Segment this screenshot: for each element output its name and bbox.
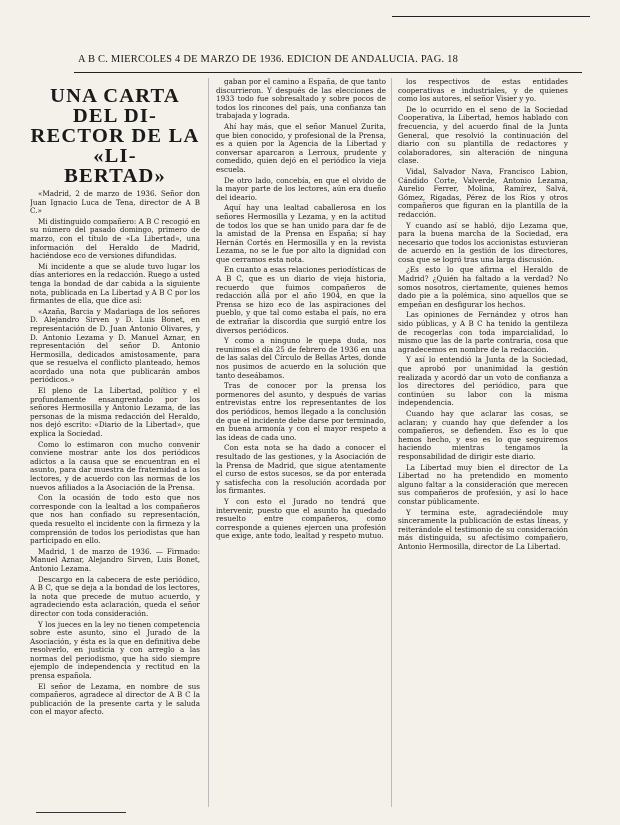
article-paragraph: «Azaña, Barcia y Madariaga de los señores D. Alejandro Sirven y D. Luis Bonet, en representación de D. Juan Antonio Olivares, y D. Antonio Lezama y D. Manuel Aznar, en representación del señor D. Antonio Hermosilla, dedicados amistosamente, para que se resuelva el conflicto planteado, hemos acordado una nota que publicarán ambos periódicos.»: [30, 306, 200, 385]
article-paragraph: Y los jueces en la ley no tienen competencia sobre este asunto, sino el Jurado de la Asociación, y ésta es la que en definitiva debe resolverlo, en justicia y con arreglo a las normas del periodismo, que ha sido siempre ejemplo de independencia y rectitud en la prensa española.: [30, 619, 200, 681]
article-paragraph: los respectivos de estas entidades cooperativas e industriales, y de quienes como los autores, el señor Visier y yo.: [398, 78, 568, 104]
article-paragraph: Y así lo entendió la Junta de la Sociedad, que aprobó por unanimidad la gestión realizada y acordó dar un voto de confianza a los directores del periódico, para que continúen su labor con la misma independencia.: [398, 355, 568, 408]
article-paragraph: Vidal, Salvador Nava, Francisco Labion, Cándido Corte, Valverde, Antonio Lezama, Aurelio Ferrer, Molina, Ramírez, Salvá, Gómez, Rigadas, Pérez de los Ríos y otros compañeros que figuran en la plantilla de la redacción.: [398, 166, 568, 219]
article-paragraph: Con la ocasión de todo esto que nos corresponde con la lealtad a los compañeros que nos han confiado su representación, queda resuelto el incidente con la firmeza y la comprensión de todos los periodistas que han participado en ello.: [30, 493, 200, 546]
article-paragraph: Mi incidente a que se alude tuvo lugar los días anteriores en la redacción. Ruego a usted tenga la bondad de dar cabida a la siguiente nota, publicada en La Libertad y A B C por los firmantes de ella, que dice así:: [30, 261, 200, 306]
article-paragraph: Descargo en la cabecera de este periódico, A B C, que se deja a la bondad de los lectores, la nota que precede de mutuo acuerdo, y agradeciendo esta aclaración, queda el señor director con toda consideración.: [30, 574, 200, 618]
article-paragraph: La Libertad muy bien el director de La Libertad no ha pretendido en momento alguno faltar a la consideración que merecen sus compañeros de profesión, y así lo hace constar públicamente.: [398, 462, 568, 506]
article-paragraph: Con esta nota se ha dado a conocer el resultado de las gestiones, y la Asociación de la Prensa de Madrid, que sigue atentamente el curso de estos sucesos, se da por enterada y satisfecha con la resolución acordada por los firmantes.: [216, 443, 386, 496]
article-paragraph: De otro lado, concebía, en que el olvido de la mayor parte de los lectores, aún era dueño del ideario.: [216, 175, 386, 202]
article-paragraph: Cuando hay que aclarar las cosas, se aclaran; y cuando hay que defender a los compañeros, se defienden. Eso es lo que hemos hecho, y eso es lo que seguiremos haciendo mientras tengamos la responsabilidad de dirigir este diario.: [398, 408, 568, 461]
article-paragraph: Aquí hay una lealtad caballerosa en los señores Hermosilla y Lezama, y en la actitud de todos los que se han unido para dar fe de la amistad de la Prensa en España; sí hay Hernán Cortés en Hermosilla y en la revista Lezama, no se le fue por alto la dignidad con que cerramos esta nota.: [216, 203, 386, 264]
column-divider: [391, 78, 392, 807]
column-3: [398, 78, 568, 807]
column-2-body: [216, 78, 386, 541]
article-paragraph: Y termina este, agradeciéndole muy sinceramente la publicación de estas líneas, y reiterándole el testimonio de su consideración más distinguida, su afectísimo compañero, Antonio Hermosilla, director de La Libertad.: [398, 507, 568, 551]
page-header: A B C. MIERCOLES 4 DE MARZO DE 1936. EDICION DE ANDALUCIA. PAG. 18: [78, 54, 459, 65]
column-2: [216, 78, 386, 807]
article-paragraph: Madrid, 1 de marzo de 1936. — Firmado: Manuel Aznar, Alejandro Sirven, Luis Bonet, Antonio Lezama.: [30, 546, 200, 573]
article-paragraph: Mi distinguido compañero: A B C recogió en su número del pasado domingo, primero de marzo, con el título de «La Libertad», una información del Heraldo de Madrid, haciéndose eco de versiones difundidas.: [30, 216, 200, 261]
article-paragraph: «Madrid, 2 de marzo de 1936. Señor don Juan Ignacio Luca de Tena, director de A B C.»: [30, 189, 200, 216]
article-paragraph: Y cuando así se habló, dijo Lezama que, para la buena marcha de la Sociedad, era necesario que todos los accionistas estuvieran de acuerdo en la gestión de los directores, cosa que se logró tras una larga discusión.: [398, 220, 568, 264]
article-headline: UNA CARTA DEL DI- RECTOR DE LA «LI- BERTAD»: [30, 85, 200, 187]
article-paragraph: gaban por el camino a España, de que tanto discurrieron. Y después de las elecciones de 1933 todo fue sobresaltado y sobre pocos de todos los rincones del país, una confianza tan trabajada y lograda.: [216, 78, 386, 121]
article-paragraph: El pleno de La Libertad, político y el profundamente ensangrentado por los señores Hermosilla y Antonio Lezama, de las personas de la misma redacción del Heraldo, nos dejó escrito: «Diario de la Libertad», que explica la Sociedad.: [30, 386, 200, 439]
article-paragraph: Como lo estimaron con mucho convenir conviene mostrar ante los dos periódicos adictos a la causa que se encuentran en el asunto, para dar muestra de fraternidad a los lectores, y de acuerdo con las normas de los nuevos afiliados a la Asociación de la Prensa.: [30, 439, 200, 492]
article-paragraph: El señor de Lezama, en nombre de sus compañeros, agradece al director de A B C la publicación de la presente carta y le saluda con el mayor afecto.: [30, 681, 200, 717]
footer-rule: [36, 812, 126, 813]
article-paragraph: Las opiniones de Fernández y otros han sido públicas, y A B C ha tenido la gentileza de recogerlas con toda imparcialidad, lo mismo que las de la parte contraria, cosa que agradecemos en nombre de la redacción.: [398, 310, 568, 354]
article-paragraph: Y con esto el Jurado no tendrá que intervenir, puesto que el asunto ha quedado resuelto entre compañeros, como corresponde a quienes ejercen una profesión que exige, ante todo, lealtad y respeto mutuo.: [216, 496, 386, 541]
header-rule: [74, 72, 582, 73]
column-divider: [208, 78, 209, 807]
column-3-body: [398, 78, 568, 551]
article-paragraph: Tras de conocer por la prensa los pormenores del asunto, y después de varias entrevistas entre los representantes de los dos periódicos, hemos llegado a la conclusión de que el incidente debe darse por terminado, en buena armonía y con el mayor respeto a las ideas de cada uno.: [216, 381, 386, 442]
article-paragraph: ¿Es esto lo que afirma el Heraldo de Madrid? ¿Quién ha faltado a la verdad? No somos nosotros, ciertamente, quienes hemos dado pie a la polémica, sino aquellos que se empeñan en desfigurar los hechos.: [398, 265, 568, 309]
article-paragraph: Y como a ninguno le quepa duda, nos reunimos el día 25 de febrero de 1936 en una de las salas del Círculo de Bellas Artes, donde nos pusimos de acuerdo en la solución que tanto deseábamos.: [216, 336, 386, 380]
column-1: [30, 78, 200, 807]
article-paragraph: De lo ocurrido en el seno de la Sociedad Cooperativa, la Libertad, hemos hablado con frecuencia, y del acuerdo final de la Junta General, que resolvió la continuación del diario con su plantilla de redactores y colaboradores, sin alteración de ninguna clase.: [398, 104, 568, 166]
article-paragraph: Ahí hay más, que el señor Manuel Zurita, que bien conocido, y profesional de la Prensa, es a quien por la Agencia de la Libertad y conversar aparcaron a Lerroux, prudente y comedido, quien dejó en el periódico la vieja escuela.: [216, 121, 386, 174]
column-1-body: [30, 190, 200, 717]
article-paragraph: En cuanto a esas relaciones periodísticas de A B C, que es un diario de vieja historia, recuerdo que fuimos compañeros de redacción allá por el año 1904, en que la Prensa se hizo eco de las aspiraciones del pueblo, y que tal como estaba el país, no era de extrañar la discordia que surgió entre los diversos periódicos.: [216, 265, 386, 335]
top-rule: [392, 16, 590, 17]
